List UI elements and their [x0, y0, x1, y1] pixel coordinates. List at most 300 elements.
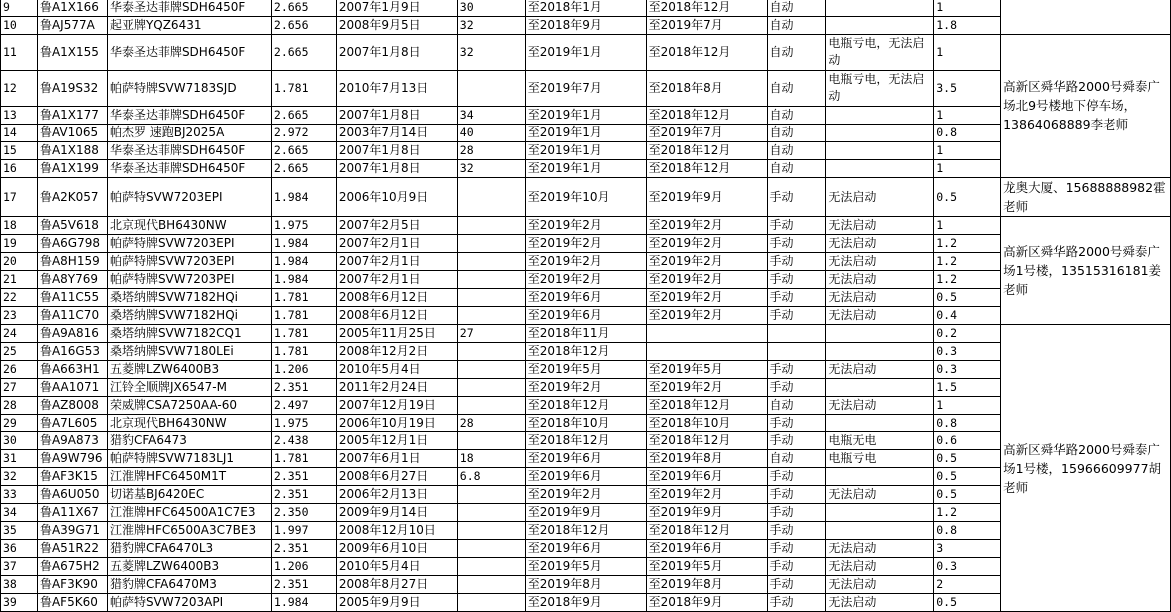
row-number-cell: 35	[1, 522, 38, 540]
plate-cell: 鲁A11C70	[37, 307, 107, 325]
mileage-cell	[457, 396, 525, 414]
table-row	[1, 504, 1171, 522]
row-number-cell: 33	[1, 486, 38, 504]
inspection-cell: 至2019年6月	[525, 450, 646, 468]
model-cell: 桑塔纳牌SVW7182HQi	[107, 289, 271, 307]
status-cell: 无法启动	[826, 289, 934, 307]
transmission-cell: 自动	[767, 0, 826, 16]
insurance-cell: 至2019年2月	[646, 253, 767, 271]
model-cell: 华泰圣达菲牌SDH6450F	[107, 160, 271, 178]
inspection-cell: 至2019年2月	[525, 235, 646, 253]
inspection-cell: 至2019年1月	[525, 160, 646, 178]
status-cell: 无法启动	[826, 486, 934, 504]
status-cell: 电瓶无电	[826, 432, 934, 450]
row-number-cell: 15	[1, 142, 38, 160]
status-cell	[826, 106, 934, 124]
mileage-cell: 6.8	[457, 468, 525, 486]
register-date-cell: 2006年10月19日	[336, 414, 457, 432]
model-cell: 北京现代BH6430NW	[107, 217, 271, 235]
displacement-cell: 2.665	[271, 0, 336, 16]
row-number-cell: 34	[1, 504, 38, 522]
transmission-cell: 手动	[767, 575, 826, 593]
plate-cell: 鲁A1X188	[37, 142, 107, 160]
plate-cell: 鲁AZ8008	[37, 396, 107, 414]
displacement-cell: 2.351	[271, 575, 336, 593]
row-number-cell: 14	[1, 124, 38, 142]
plate-cell: 鲁A8Y769	[37, 271, 107, 289]
transmission-cell: 手动	[767, 271, 826, 289]
insurance-cell: 至2019年2月	[646, 217, 767, 235]
model-cell: 江淮牌HFC64500A1C7E3	[107, 504, 271, 522]
price-cell: 0.5	[934, 593, 1001, 611]
inspection-cell: 至2018年9月	[525, 593, 646, 611]
status-cell	[826, 124, 934, 142]
plate-cell: 鲁A19S32	[37, 70, 107, 106]
model-cell: 华泰圣达菲牌SDH6450F	[107, 0, 271, 16]
plate-cell: 鲁A8H159	[37, 253, 107, 271]
displacement-cell: 1.206	[271, 360, 336, 378]
insurance-cell: 至2018年12月	[646, 142, 767, 160]
status-cell: 无法启动	[826, 360, 934, 378]
displacement-cell: 1.781	[271, 450, 336, 468]
status-cell: 电瓶亏电，无法启动	[826, 70, 934, 106]
model-cell: 江铃全顺牌JX6547-M	[107, 378, 271, 396]
model-cell: 帕萨特牌SVW7203EPI	[107, 253, 271, 271]
status-cell: 无法启动	[826, 307, 934, 325]
location-contact-cell: 高新区舜华路2000号舜泰广场1号楼，15966609977胡老师	[1001, 325, 1171, 612]
transmission-cell: 手动	[767, 432, 826, 450]
inspection-cell: 至2019年2月	[525, 253, 646, 271]
plate-cell: 鲁A675H2	[37, 557, 107, 575]
inspection-cell: 至2018年12月	[525, 522, 646, 540]
price-cell: 1	[934, 217, 1001, 235]
insurance-cell: 至2018年12月	[646, 522, 767, 540]
table-row	[1, 178, 1171, 217]
displacement-cell: 1.781	[271, 289, 336, 307]
inspection-cell: 至2018年1月	[525, 0, 646, 16]
row-number-cell: 36	[1, 539, 38, 557]
register-date-cell: 2007年1月8日	[336, 160, 457, 178]
insurance-cell: 至2019年2月	[646, 271, 767, 289]
price-cell: 0.5	[934, 178, 1001, 217]
price-cell: 0.3	[934, 342, 1001, 360]
status-cell	[826, 504, 934, 522]
model-cell: 华泰圣达菲牌SDH6450F	[107, 142, 271, 160]
inspection-cell: 至2019年6月	[525, 289, 646, 307]
register-date-cell: 2009年9月14日	[336, 504, 457, 522]
transmission-cell: 自动	[767, 124, 826, 142]
model-cell: 帕萨特牌SVW7183LJ1	[107, 450, 271, 468]
register-date-cell: 2010年5月4日	[336, 360, 457, 378]
plate-cell: 鲁A6U050	[37, 486, 107, 504]
transmission-cell: 自动	[767, 142, 826, 160]
price-cell: 1	[934, 142, 1001, 160]
mileage-cell: 28	[457, 414, 525, 432]
row-number-cell: 28	[1, 396, 38, 414]
plate-cell: 鲁A663H1	[37, 360, 107, 378]
register-date-cell: 2007年1月8日	[336, 106, 457, 124]
register-date-cell: 2007年12月19日	[336, 396, 457, 414]
displacement-cell: 1.984	[271, 178, 336, 217]
mileage-cell: 32	[457, 16, 525, 34]
status-cell	[826, 414, 934, 432]
inspection-cell: 至2018年10月	[525, 414, 646, 432]
displacement-cell: 2.665	[271, 160, 336, 178]
model-cell: 猎豹CFA6473	[107, 432, 271, 450]
insurance-cell: 至2018年12月	[646, 34, 767, 70]
register-date-cell: 2003年7月14日	[336, 124, 457, 142]
row-number-cell: 19	[1, 235, 38, 253]
price-cell: 0.5	[934, 450, 1001, 468]
row-number-cell: 12	[1, 70, 38, 106]
price-cell: 1	[934, 34, 1001, 70]
transmission-cell: 手动	[767, 468, 826, 486]
register-date-cell: 2008年6月12日	[336, 307, 457, 325]
status-cell	[826, 468, 934, 486]
table-row	[1, 235, 1171, 253]
register-date-cell: 2008年6月12日	[336, 289, 457, 307]
row-number-cell: 29	[1, 414, 38, 432]
status-cell: 无法启动	[826, 217, 934, 235]
inspection-cell: 至2019年6月	[525, 468, 646, 486]
model-cell: 帕杰罗 速跑BJ2025A	[107, 124, 271, 142]
status-cell	[826, 160, 934, 178]
insurance-cell: 至2018年12月	[646, 160, 767, 178]
row-number-cell: 18	[1, 217, 38, 235]
status-cell: 无法启动	[826, 178, 934, 217]
register-date-cell: 2008年12月2日	[336, 342, 457, 360]
inspection-cell: 至2019年2月	[525, 486, 646, 504]
row-number-cell: 38	[1, 575, 38, 593]
insurance-cell: 至2019年2月	[646, 289, 767, 307]
location-contact-cell: 高新区舜华路2000号舜泰广场1号楼，13515316181姜老师	[1001, 217, 1171, 325]
table-row	[1, 450, 1171, 468]
transmission-cell: 自动	[767, 160, 826, 178]
price-cell: 0.8	[934, 414, 1001, 432]
status-cell	[826, 325, 934, 343]
displacement-cell: 1.206	[271, 557, 336, 575]
plate-cell: 鲁A1X177	[37, 106, 107, 124]
displacement-cell: 1.781	[271, 70, 336, 106]
insurance-cell: 至2018年12月	[646, 106, 767, 124]
insurance-cell: 至2018年12月	[646, 396, 767, 414]
mileage-cell	[457, 342, 525, 360]
table-row	[1, 539, 1171, 557]
mileage-cell: 40	[457, 124, 525, 142]
model-cell: 切诺基BJ6420EC	[107, 486, 271, 504]
displacement-cell: 1.997	[271, 522, 336, 540]
price-cell: 1	[934, 0, 1001, 16]
register-date-cell: 2008年8月27日	[336, 575, 457, 593]
mileage-cell	[457, 307, 525, 325]
displacement-cell: 2.665	[271, 142, 336, 160]
plate-cell: 鲁A9W796	[37, 450, 107, 468]
status-cell	[826, 16, 934, 34]
table-row	[1, 396, 1171, 414]
row-number-cell: 21	[1, 271, 38, 289]
displacement-cell: 1.984	[271, 271, 336, 289]
plate-cell: 鲁A7L605	[37, 414, 107, 432]
model-cell: 帕萨特牌SVW7203EPI	[107, 235, 271, 253]
register-date-cell: 2007年1月8日	[336, 34, 457, 70]
status-cell: 无法启动	[826, 575, 934, 593]
table-row	[1, 34, 1171, 70]
table-row	[1, 160, 1171, 178]
displacement-cell: 1.781	[271, 342, 336, 360]
register-date-cell: 2008年6月27日	[336, 468, 457, 486]
mileage-cell	[457, 486, 525, 504]
price-cell: 1.2	[934, 504, 1001, 522]
plate-cell: 鲁A9A873	[37, 432, 107, 450]
register-date-cell: 2009年6月10日	[336, 539, 457, 557]
plate-cell: 鲁A39G71	[37, 522, 107, 540]
register-date-cell: 2005年12月1日	[336, 432, 457, 450]
insurance-cell: 至2019年5月	[646, 557, 767, 575]
location-contact-cell: 龙奥大厦、15688888982霍老师	[1001, 178, 1171, 217]
transmission-cell: 手动	[767, 253, 826, 271]
mileage-cell	[457, 557, 525, 575]
plate-cell: 鲁AF5K60	[37, 593, 107, 611]
insurance-cell: 至2019年5月	[646, 360, 767, 378]
table-row	[1, 342, 1171, 360]
row-number-cell: 30	[1, 432, 38, 450]
mileage-cell	[457, 271, 525, 289]
transmission-cell: 手动	[767, 504, 826, 522]
transmission-cell: 自动	[767, 106, 826, 124]
model-cell: 帕萨特牌SVW7183SJD	[107, 70, 271, 106]
model-cell: 江淮牌HFC6450M1T	[107, 468, 271, 486]
inspection-cell: 至2019年10月	[525, 178, 646, 217]
row-number-cell: 20	[1, 253, 38, 271]
mileage-cell	[457, 522, 525, 540]
price-cell: 0.8	[934, 522, 1001, 540]
mileage-cell	[457, 253, 525, 271]
row-number-cell: 26	[1, 360, 38, 378]
displacement-cell: 1.984	[271, 593, 336, 611]
status-cell: 无法启动	[826, 271, 934, 289]
row-number-cell: 10	[1, 16, 38, 34]
table-row	[1, 106, 1171, 124]
model-cell: 桑塔纳牌SVW7182HQi	[107, 307, 271, 325]
row-number-cell: 11	[1, 34, 38, 70]
row-number-cell: 27	[1, 378, 38, 396]
row-number-cell: 31	[1, 450, 38, 468]
transmission-cell: 手动	[767, 522, 826, 540]
inspection-cell: 至2018年12月	[525, 342, 646, 360]
register-date-cell: 2005年11月25日	[336, 325, 457, 343]
insurance-cell: 至2019年2月	[646, 307, 767, 325]
price-cell: 1.8	[934, 16, 1001, 34]
transmission-cell: 手动	[767, 378, 826, 396]
model-cell: 起亚牌YQZ6431	[107, 16, 271, 34]
model-cell: 五菱牌LZW6400B3	[107, 557, 271, 575]
row-number-cell: 9	[1, 0, 38, 16]
plate-cell: 鲁A11C55	[37, 289, 107, 307]
model-cell: 五菱牌LZW6400B3	[107, 360, 271, 378]
register-date-cell: 2007年2月1日	[336, 271, 457, 289]
inspection-cell: 至2019年8月	[525, 575, 646, 593]
plate-cell: 鲁AV1065	[37, 124, 107, 142]
mileage-cell: 18	[457, 450, 525, 468]
mileage-cell	[457, 539, 525, 557]
status-cell	[826, 0, 934, 16]
register-date-cell: 2007年1月8日	[336, 142, 457, 160]
mileage-cell	[457, 504, 525, 522]
model-cell: 帕萨特牌SVW7203PEI	[107, 271, 271, 289]
plate-cell: 鲁A6G798	[37, 235, 107, 253]
row-number-cell: 24	[1, 325, 38, 343]
row-number-cell: 17	[1, 178, 38, 217]
displacement-cell: 2.351	[271, 468, 336, 486]
insurance-cell: 至2019年9月	[646, 178, 767, 217]
mileage-cell	[457, 575, 525, 593]
price-cell: 0.3	[934, 557, 1001, 575]
plate-cell: 鲁A5V618	[37, 217, 107, 235]
status-cell: 电瓶亏电	[826, 450, 934, 468]
inspection-cell: 至2019年2月	[525, 378, 646, 396]
plate-cell: 鲁AF3K15	[37, 468, 107, 486]
insurance-cell: 至2019年7月	[646, 124, 767, 142]
plate-cell: 鲁AA1071	[37, 378, 107, 396]
table-row	[1, 593, 1171, 611]
price-cell: 3	[934, 539, 1001, 557]
displacement-cell: 2.656	[271, 16, 336, 34]
insurance-cell: 至2019年2月	[646, 378, 767, 396]
transmission-cell: 自动	[767, 70, 826, 106]
row-number-cell: 16	[1, 160, 38, 178]
price-cell: 0.8	[934, 124, 1001, 142]
model-cell: 帕萨特SVW7203EPI	[107, 178, 271, 217]
table-row	[1, 70, 1171, 106]
displacement-cell: 1.781	[271, 325, 336, 343]
register-date-cell: 2008年9月5日	[336, 16, 457, 34]
mileage-cell	[457, 360, 525, 378]
register-date-cell: 2010年5月4日	[336, 557, 457, 575]
table-row	[1, 325, 1171, 343]
insurance-cell: 至2018年12月	[646, 432, 767, 450]
transmission-cell: 手动	[767, 414, 826, 432]
inspection-cell: 至2019年1月	[525, 142, 646, 160]
price-cell: 1	[934, 160, 1001, 178]
plate-cell: 鲁AJ577A	[37, 16, 107, 34]
displacement-cell: 1.984	[271, 235, 336, 253]
row-number-cell: 13	[1, 106, 38, 124]
register-date-cell: 2005年9月9日	[336, 593, 457, 611]
displacement-cell: 1.975	[271, 414, 336, 432]
plate-cell: 鲁A16G53	[37, 342, 107, 360]
register-date-cell: 2007年2月5日	[336, 217, 457, 235]
table-row	[1, 217, 1171, 235]
transmission-cell: 手动	[767, 360, 826, 378]
inspection-cell: 至2019年2月	[525, 217, 646, 235]
plate-cell: 鲁AF3K90	[37, 575, 107, 593]
insurance-cell: 至2019年7月	[646, 16, 767, 34]
table-row	[1, 289, 1171, 307]
register-date-cell: 2007年1月9日	[336, 0, 457, 16]
displacement-cell: 1.975	[271, 217, 336, 235]
transmission-cell	[767, 325, 826, 343]
insurance-cell: 至2019年8月	[646, 450, 767, 468]
table-row	[1, 271, 1171, 289]
insurance-cell: 至2019年2月	[646, 486, 767, 504]
inspection-cell: 至2018年11月	[525, 325, 646, 343]
inspection-cell: 至2018年12月	[525, 432, 646, 450]
transmission-cell: 手动	[767, 307, 826, 325]
plate-cell: 鲁A11X67	[37, 504, 107, 522]
inspection-cell: 至2018年12月	[525, 396, 646, 414]
row-number-cell: 22	[1, 289, 38, 307]
model-cell: 华泰圣达菲牌SDH6450F	[107, 106, 271, 124]
inspection-cell: 至2019年9月	[525, 504, 646, 522]
status-cell: 无法启动	[826, 253, 934, 271]
model-cell: 桑塔纳牌SVW7180LEi	[107, 342, 271, 360]
status-cell: 电瓶亏电，无法启动	[826, 34, 934, 70]
transmission-cell: 手动	[767, 178, 826, 217]
register-date-cell: 2007年2月1日	[336, 235, 457, 253]
model-cell: 猎豹牌CFA6470L3	[107, 539, 271, 557]
price-cell: 1.5	[934, 378, 1001, 396]
mileage-cell	[457, 217, 525, 235]
insurance-cell: 至2018年8月	[646, 70, 767, 106]
plate-cell: 鲁A1X166	[37, 0, 107, 16]
table-row	[1, 468, 1171, 486]
status-cell: 无法启动	[826, 235, 934, 253]
price-cell: 3.5	[934, 70, 1001, 106]
transmission-cell: 手动	[767, 557, 826, 575]
price-cell: 0.5	[934, 289, 1001, 307]
register-date-cell: 2007年2月1日	[336, 253, 457, 271]
status-cell: 无法启动	[826, 539, 934, 557]
price-cell: 0.3	[934, 360, 1001, 378]
transmission-cell: 自动	[767, 34, 826, 70]
mileage-cell	[457, 378, 525, 396]
transmission-cell: 手动	[767, 217, 826, 235]
mileage-cell: 32	[457, 160, 525, 178]
inspection-cell: 至2019年6月	[525, 539, 646, 557]
table-row	[1, 253, 1171, 271]
insurance-cell: 至2019年6月	[646, 468, 767, 486]
displacement-cell: 1.984	[271, 253, 336, 271]
plate-cell: 鲁A1X155	[37, 34, 107, 70]
price-cell: 1.2	[934, 271, 1001, 289]
transmission-cell: 手动	[767, 486, 826, 504]
mileage-cell	[457, 235, 525, 253]
displacement-cell: 2.351	[271, 486, 336, 504]
mileage-cell: 30	[457, 0, 525, 16]
transmission-cell	[767, 342, 826, 360]
status-cell	[826, 378, 934, 396]
register-date-cell: 2011年2月24日	[336, 378, 457, 396]
register-date-cell: 2006年10月9日	[336, 178, 457, 217]
mileage-cell: 34	[457, 106, 525, 124]
mileage-cell: 32	[457, 34, 525, 70]
model-cell: 荣威牌CSA7250AA-60	[107, 396, 271, 414]
inspection-cell: 至2019年6月	[525, 307, 646, 325]
vehicle-table-body	[1, 0, 1171, 611]
transmission-cell: 手动	[767, 289, 826, 307]
status-cell: 无法启动	[826, 557, 934, 575]
inspection-cell: 至2019年1月	[525, 124, 646, 142]
mileage-cell: 27	[457, 325, 525, 343]
mileage-cell	[457, 432, 525, 450]
inspection-cell: 至2019年5月	[525, 557, 646, 575]
price-cell: 0.2	[934, 325, 1001, 343]
transmission-cell: 手动	[767, 235, 826, 253]
register-date-cell: 2010年7月13日	[336, 70, 457, 106]
price-cell: 0.5	[934, 486, 1001, 504]
insurance-cell: 至2019年8月	[646, 575, 767, 593]
table-row	[1, 432, 1171, 450]
